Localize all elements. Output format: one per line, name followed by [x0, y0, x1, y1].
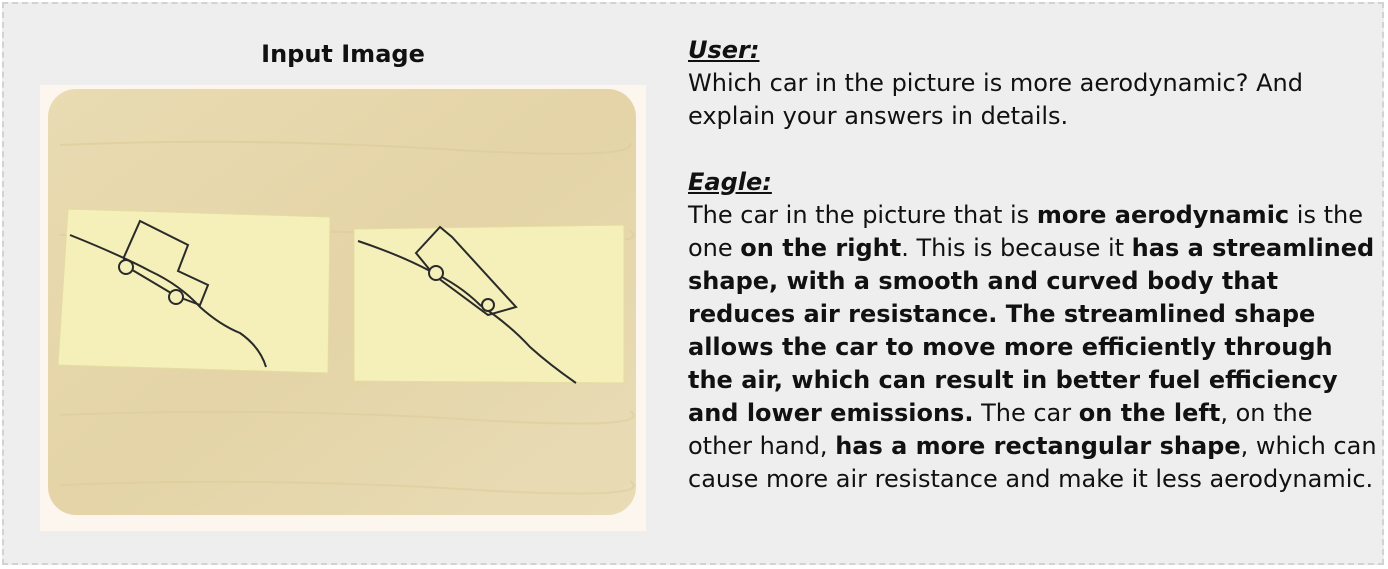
answer-segment: The car	[973, 399, 1079, 427]
user-question: Which car in the picture is more aerodynamic? And explain your answers in details.	[688, 69, 1303, 130]
answer-segment: is the one	[688, 201, 1363, 262]
figure-panel	[2, 2, 1384, 565]
answer-segment-bold: on the right	[740, 234, 902, 262]
input-image	[40, 85, 646, 531]
conversation-panel	[688, 34, 1378, 496]
right-car-note	[354, 225, 624, 383]
answer-segment: , on the other hand,	[688, 399, 1313, 460]
input-image-title: Input Image	[261, 40, 425, 68]
assistant-answer	[688, 199, 1378, 496]
answer-segment-bold: has a streamlined shape, with a smooth and curved body that reduces air resistance. The streamlined shape allows the car to move more efficiently through the air, which can result in better fuel efficiency and lower emissions.	[688, 234, 1375, 427]
input-image-drawing	[40, 85, 646, 531]
left-car-note	[58, 209, 330, 373]
answer-segment-bold: on the left	[1078, 399, 1221, 427]
assistant-speaker-label: Eagle:	[688, 168, 772, 196]
answer-segment: , which can cause more air resistance and make it less aerodynamic.	[688, 432, 1377, 493]
user-speaker-label: User:	[688, 36, 760, 64]
answer-segment: . This is because it	[901, 234, 1132, 262]
answer-segment: The car in the picture that is	[688, 201, 1037, 229]
answer-segment-bold: has a more rectangular shape	[835, 432, 1241, 460]
answer-segment-bold: more aerodynamic	[1036, 201, 1290, 229]
